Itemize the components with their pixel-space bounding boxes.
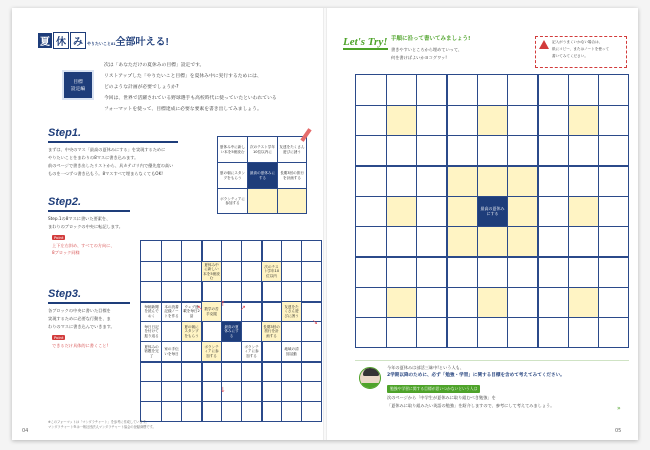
page-title	[38, 32, 169, 49]
grid-cell: ウェブ連載を毎日2話	[183, 305, 200, 318]
title-rest: 全部叶える!	[115, 37, 169, 48]
intro-line-5: フォーマットを使って、目標達成に必要な要素を書き出してみましょう。	[104, 107, 262, 112]
grid-hline	[141, 361, 321, 363]
write-cell[interactable]	[478, 288, 507, 317]
small-cell-1-0: 夏の朝にスタンプをもらう	[218, 163, 248, 189]
title-kanji-3: み	[70, 32, 86, 49]
write-cell[interactable]	[478, 227, 507, 256]
write-cell[interactable]	[387, 106, 416, 135]
step3-point-tag: Point	[54, 335, 64, 340]
footnote-2: マンダラチャート®は一般社団法人マンダラチャート協会の登録商標です。	[48, 425, 156, 429]
step1-underline	[48, 141, 178, 143]
step1-title: Step1.	[48, 127, 82, 139]
callout-line-2: 2学期以降のために、必ず「勉強・学習」に関する目標を含めて考えてみてください。	[387, 373, 565, 378]
small-cell-0-0: 夏休み中に新しい本を5冊読む	[218, 137, 248, 163]
step2-point-2: 8ブロック同様	[52, 250, 80, 255]
arrow-up-icon: ↑	[220, 300, 226, 308]
title-small: やりたいこと81	[87, 41, 116, 46]
grid-cell: 夏の朝にスタンプをもらう	[182, 322, 201, 341]
grid-cell: 数学の苦手克服	[202, 302, 221, 321]
arrow-diag-icon: ↖	[197, 304, 203, 312]
write-cell[interactable]	[569, 288, 598, 317]
section-label-box	[62, 70, 94, 100]
callout-line-1: 今年の夏休みは部活三昧中!という人も、	[387, 365, 465, 370]
note-line-3: 書いてみてください。	[552, 54, 588, 58]
grid-center-cell: 最高の夏休みにする	[222, 322, 241, 341]
grid-hline	[141, 401, 321, 402]
intro-line-3: どのような計画が必要でしょうか?	[104, 85, 179, 90]
magazine-spread	[12, 8, 638, 440]
center-goal-cell: 最高の夏休みにする	[478, 197, 507, 226]
step3-line-3: わりのマスに書き込んでいきます。	[48, 324, 115, 329]
page-number-right: 05	[615, 428, 622, 434]
grid-hline	[356, 256, 628, 258]
grid-cell: 毎日日記を付けて振り返る	[144, 325, 159, 338]
grid-hline	[141, 281, 321, 282]
small-cell-2-0: ボランティアに参加する	[218, 189, 248, 213]
note-line-2: 紙にコピー、またはノートを使って	[552, 47, 610, 51]
grid-vline	[537, 75, 539, 347]
grid-cell: ボランティアに参加する	[202, 342, 221, 361]
step3-title: Step3.	[48, 288, 82, 300]
label-line-1: 目標	[73, 80, 83, 85]
write-cell[interactable]	[387, 288, 416, 317]
instruction-line-2: 何を書けばよいかヨコグワッ!	[391, 55, 447, 60]
step2-title: Step2.	[48, 196, 82, 208]
instruction-title: 手順に沿って書いてみましょう!	[391, 36, 471, 42]
right-page	[325, 8, 638, 440]
grid-vline	[301, 241, 302, 421]
write-cell[interactable]	[478, 167, 507, 196]
write-cell[interactable]	[448, 197, 477, 226]
intro-line-2: リストアップした「やりたいこと目標」を夏休み中に実行するためには、	[104, 74, 262, 79]
grid-vline	[598, 75, 599, 347]
grid-hline	[141, 381, 321, 382]
arrow-right-icon: ↘	[312, 318, 318, 326]
title-kanji-2: 休	[53, 32, 69, 49]
step2-line-1: Step.1の8マスに書いた要素を、	[48, 216, 111, 221]
note-line-1: 記入がうまくいかない場合は、	[552, 40, 603, 44]
block-center-top-right: 次のテスト学年10位以内	[262, 262, 281, 281]
grid-cell: 夏休みの宿題を完了	[144, 345, 159, 358]
callout-line-4: 「夏休みに取り組みたい英語の勉強」を紹介しますので、参考にして考えてみましょう。	[387, 403, 555, 408]
grid-vline	[161, 241, 162, 421]
step3-line-1: 各ブロックの中央に書いた目標を	[48, 308, 111, 313]
footnote-1: ※このフォーマットは「マンダラチャート」を参考に作成しています。	[48, 420, 149, 424]
step3-point-1: できるだけ具体的に書くこと!	[52, 343, 109, 348]
grid-hline	[356, 135, 628, 136]
intro-line-1: 次は「あなただけの夏休みの目標」設定です。	[104, 63, 205, 68]
write-cell[interactable]	[569, 106, 598, 135]
grid-hline	[356, 317, 628, 318]
step2-line-2: まわりのブロックの中央に転記します。	[48, 224, 123, 229]
step2-underline	[48, 210, 130, 212]
block-center-top-left: 夏休み中に新しい本を5冊読む	[203, 262, 220, 280]
instruction-line-1: 書きやすいところから埋めていって、	[391, 47, 463, 52]
big-mandala-grid	[140, 240, 322, 422]
step1-line-4: ものを一つずつ書き込もう。8マスすべて埋まらなくてもOK!	[48, 171, 163, 176]
grid-vline	[241, 241, 242, 421]
title-kanji-1: 夏	[38, 33, 52, 48]
grid-hline	[141, 261, 321, 262]
grid-cell: 本の読書記録ノートを作る	[164, 305, 179, 318]
grid-vline	[281, 241, 282, 421]
write-cell[interactable]	[569, 197, 598, 226]
write-cell[interactable]	[508, 167, 537, 196]
small-cell-center: 最高の夏休みにする	[248, 163, 278, 189]
grid-cell: 長期3回の旅行を計画する	[262, 322, 281, 341]
note-box	[535, 36, 627, 68]
write-cell[interactable]	[387, 197, 416, 226]
grid-vline	[416, 75, 417, 347]
lets-try-label: Let's Try!	[343, 36, 388, 48]
left-page	[12, 8, 325, 440]
small-cell-2-1	[248, 189, 278, 213]
small-cell-0-1: 次のテスト学年10位以内に	[248, 137, 278, 163]
grid-cell: 地域の清掃活動	[284, 347, 299, 356]
write-cell[interactable]	[478, 106, 507, 135]
callout-sub-tag	[387, 385, 480, 393]
avatar-hair	[363, 368, 379, 376]
write-cell[interactable]	[448, 167, 477, 196]
step1-line-2: やりたいことをまわりの8マスに書き込みます。	[48, 155, 139, 160]
step1-line-1: まずは、中央のマス「最高の夏休みにする」を実現するために	[48, 147, 166, 152]
lets-try-badge	[343, 36, 388, 50]
step2-point-1: 上下左右斜め、すべての方向に、	[52, 243, 115, 248]
grid-cell: 毎朝新聞を読んでおく	[144, 305, 159, 318]
small-cell-0-2: 友達をたくさん遊びに誘う	[278, 137, 306, 163]
teacher-avatar	[359, 367, 381, 389]
write-cell[interactable]	[508, 227, 537, 256]
avatar-shirt	[362, 383, 380, 389]
callout-box	[355, 360, 629, 420]
callout-sub-text: 勉強や学習に関する目標が思いつかないという人は	[390, 386, 478, 391]
grid-cell: 家の手伝いを毎日	[164, 347, 179, 356]
step3-line-2: 実現するために必要な行動を、ま	[48, 316, 111, 321]
small-mandala-grid	[217, 136, 307, 214]
grid-cell: ボランティアに参加する	[244, 345, 259, 358]
grid-cell: 友達をたくさん遊びに誘う	[282, 302, 301, 321]
small-cell-2-2	[278, 189, 306, 213]
callout-line-3: 次のページから「中学生が夏休みに取り組むべき勉強」を	[387, 395, 496, 400]
label-line-2: 設定編	[70, 87, 86, 92]
callout-arrow-icon: »	[617, 405, 621, 412]
arrow-diag-icon: ↗	[240, 304, 246, 312]
write-cell[interactable]	[448, 227, 477, 256]
step2-point-tag: Point	[54, 235, 64, 240]
empty-mandala-grid	[355, 74, 629, 348]
step1-line-3: 前のページで書き出したリストから、具カテゴリ内で優先度の高い	[48, 163, 174, 168]
page-number-left: 04	[22, 428, 29, 434]
write-cell[interactable]	[508, 197, 537, 226]
intro-line-4: 今回は、世界で活躍されている野球選手も高校時代に使っていたといわれている	[104, 96, 277, 101]
small-cell-1-2: 長期3回の旅行を計画する	[278, 163, 306, 189]
warning-icon	[539, 40, 549, 49]
arrow-down-icon: ↓	[220, 386, 226, 394]
step3-underline	[48, 302, 130, 304]
